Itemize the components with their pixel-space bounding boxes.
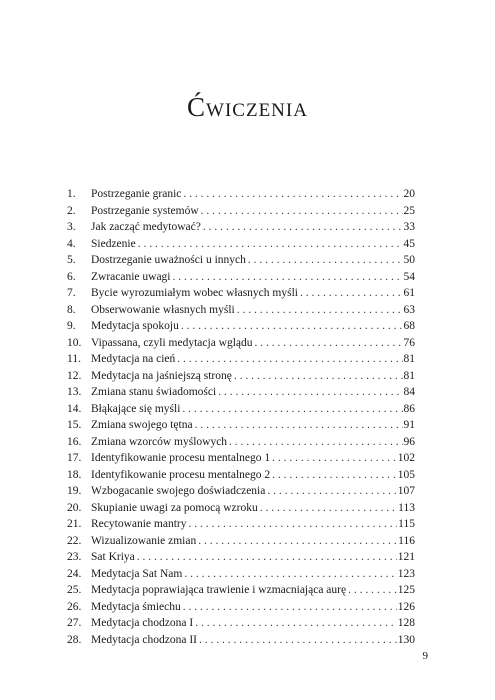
exercise-page: 76: [403, 336, 415, 349]
dot-leader: [300, 285, 403, 302]
dot-leader: [195, 417, 403, 434]
exercise-title: Medytacja Sat Nam: [91, 567, 183, 580]
list-item: [67, 483, 415, 500]
exercise-page: 96: [403, 435, 415, 448]
exercise-title: Siedzenie: [91, 237, 136, 250]
exercise-number: 23.: [67, 551, 82, 563]
exercise-number: 8.: [67, 303, 76, 316]
list-item: [67, 219, 415, 236]
exercise-page: 113: [398, 501, 415, 514]
list-item: [67, 285, 415, 302]
exercise-page: 81: [403, 353, 415, 365]
exercise-number: 16.: [67, 435, 82, 448]
list-item: [67, 203, 415, 220]
exercise-number: 2.: [67, 204, 76, 217]
exercise-number: 6.: [67, 270, 76, 283]
exercise-title: Medytacja spokoju: [91, 320, 179, 332]
dot-leader: [138, 236, 403, 253]
exercise-number: 7.: [67, 287, 76, 299]
exercise-page: 61: [403, 287, 415, 299]
dot-leader: [199, 632, 397, 649]
exercise-title: Wzbogacanie swojego doświadczenia: [91, 485, 266, 497]
exercise-number: 4.: [67, 237, 76, 250]
exercise-number: 24.: [67, 567, 82, 580]
exercise-page: 20: [403, 188, 415, 200]
dot-leader: [229, 434, 402, 451]
list-item: [67, 582, 415, 599]
list-item: [67, 467, 415, 484]
exercise-page: 123: [397, 567, 415, 580]
list-item: [67, 186, 415, 203]
exercise-page: 86: [403, 402, 415, 415]
list-item: [67, 450, 415, 467]
dot-leader: [272, 467, 397, 484]
exercise-number: 27.: [67, 617, 82, 629]
dot-leader: [184, 566, 396, 583]
list-item: [67, 269, 415, 286]
list-item: [67, 302, 415, 319]
dot-leader: [182, 401, 402, 418]
exercise-title: Medytacja śmiechu: [91, 600, 181, 613]
exercise-number: 13.: [67, 386, 82, 398]
exercise-title: Zwracanie uwagi: [91, 270, 171, 283]
exercise-page: 125: [397, 584, 415, 596]
exercise-title: Jak zacząć medytować?: [91, 221, 201, 233]
exercise-number: 18.: [67, 468, 82, 481]
list-item: [67, 516, 415, 533]
exercise-title: Medytacja na jaśniejszą stronę: [91, 369, 232, 382]
exercise-page: 105: [397, 468, 415, 481]
list-item: [67, 417, 415, 434]
list-item: [67, 533, 415, 550]
dot-leader: [260, 500, 397, 517]
exercise-number: 1.: [67, 188, 76, 200]
exercise-title: Postrzeganie granic: [91, 188, 182, 200]
page-number: 9: [422, 650, 428, 662]
exercise-page: 63: [403, 303, 415, 316]
exercise-number: 11.: [67, 353, 81, 365]
dot-leader: [267, 483, 396, 500]
exercise-number: 12.: [67, 369, 82, 382]
dot-leader: [218, 384, 402, 401]
exercise-title: Skupianie uwagi za pomocą wzroku: [91, 501, 258, 514]
exercise-page: 121: [397, 551, 415, 563]
list-item: [67, 599, 415, 616]
list-item: [67, 434, 415, 451]
exercise-page: 126: [397, 600, 415, 613]
exercise-page: 50: [403, 254, 415, 266]
exercise-title: Postrzeganie systemów: [91, 204, 199, 217]
exercise-title: Błąkające się myśli: [91, 402, 181, 415]
exercise-title: Bycie wyrozumiałym wobec własnych myśli: [91, 287, 298, 299]
dot-leader: [255, 335, 403, 352]
exercise-page: 54: [403, 270, 415, 283]
exercise-number: 10.: [67, 336, 82, 349]
exercise-number: 3.: [67, 221, 76, 233]
dot-leader: [183, 186, 402, 203]
exercise-number: 25.: [67, 584, 82, 596]
exercise-title: Zmiana stanu świadomości: [91, 386, 217, 398]
exercise-title: Sat Kriya: [91, 551, 135, 563]
dot-leader: [237, 302, 403, 319]
list-item: [67, 615, 415, 632]
dot-leader: [181, 318, 403, 335]
list-item: [67, 318, 415, 335]
exercise-page: 130: [397, 633, 415, 646]
page-title: Ćwiczenia: [187, 92, 308, 122]
list-item: [67, 632, 415, 649]
exercise-number: 5.: [67, 254, 76, 266]
exercise-title: Medytacja na cień: [91, 353, 176, 365]
dot-leader: [234, 368, 403, 385]
exercise-page: 91: [403, 419, 415, 431]
list-item: [67, 368, 415, 385]
exercise-title: Zmiana wzorców myślowych: [91, 435, 228, 448]
exercise-number: 14.: [67, 402, 82, 415]
exercise-page: 116: [398, 534, 415, 547]
list-item: [67, 566, 415, 583]
list-item: [67, 252, 415, 269]
exercise-page: 128: [397, 617, 415, 629]
exercise-list: [67, 186, 415, 648]
exercise-number: 17.: [67, 452, 82, 464]
exercise-page: 115: [398, 518, 415, 530]
exercise-title: Recytowanie mantry: [91, 518, 187, 530]
dot-leader: [183, 599, 397, 616]
dot-leader: [201, 203, 403, 220]
list-item: [67, 384, 415, 401]
dot-leader: [137, 549, 397, 566]
exercise-title: Identyfikowanie procesu mentalnego 2: [91, 468, 271, 481]
dot-leader: [188, 516, 397, 533]
list-item: [67, 335, 415, 352]
dot-leader: [203, 219, 403, 236]
list-item: [67, 500, 415, 517]
list-item: [67, 236, 415, 253]
exercise-page: 84: [403, 386, 415, 398]
exercise-number: 20.: [67, 501, 82, 514]
exercise-page: 33: [403, 221, 415, 233]
exercise-title: Wizualizowanie zmian: [91, 534, 197, 547]
exercise-title: Vipassana, czyli medytacja wglądu: [91, 336, 253, 349]
exercise-title: Medytacja poprawiająca trawienie i wzmacniająca aurę: [91, 584, 347, 596]
dot-leader: [248, 252, 403, 269]
dot-leader: [177, 351, 402, 368]
exercise-number: 22.: [67, 534, 82, 547]
exercise-page: 107: [397, 485, 415, 497]
exercise-number: 19.: [67, 485, 82, 497]
dot-leader: [348, 582, 397, 599]
exercise-page: 81: [403, 369, 415, 382]
exercise-page: 25: [403, 204, 415, 217]
list-item: [67, 549, 415, 566]
exercise-title: Identyfikowanie procesu mentalnego 1: [91, 452, 271, 464]
dot-leader: [173, 269, 403, 286]
list-item: [67, 401, 415, 418]
exercise-number: 26.: [67, 600, 82, 613]
exercise-number: 9.: [67, 320, 76, 332]
exercise-title: Obserwowanie własnych myśli: [91, 303, 235, 316]
exercise-title: Medytacja chodzona I: [91, 617, 194, 629]
dot-leader: [195, 615, 397, 632]
dot-leader: [272, 450, 397, 467]
exercise-title: Medytacja chodzona II: [91, 633, 198, 646]
exercise-title: Zmiana swojego tętna: [91, 419, 193, 431]
exercise-page: 102: [397, 452, 415, 464]
list-item: [67, 351, 415, 368]
exercise-number: 15.: [67, 419, 82, 431]
exercise-title: Dostrzeganie uważności u innych: [91, 254, 246, 266]
exercise-page: 68: [403, 320, 415, 332]
dot-leader: [198, 533, 397, 550]
exercise-number: 28.: [67, 633, 82, 646]
exercise-number: 21.: [67, 518, 82, 530]
exercise-page: 45: [403, 237, 415, 250]
